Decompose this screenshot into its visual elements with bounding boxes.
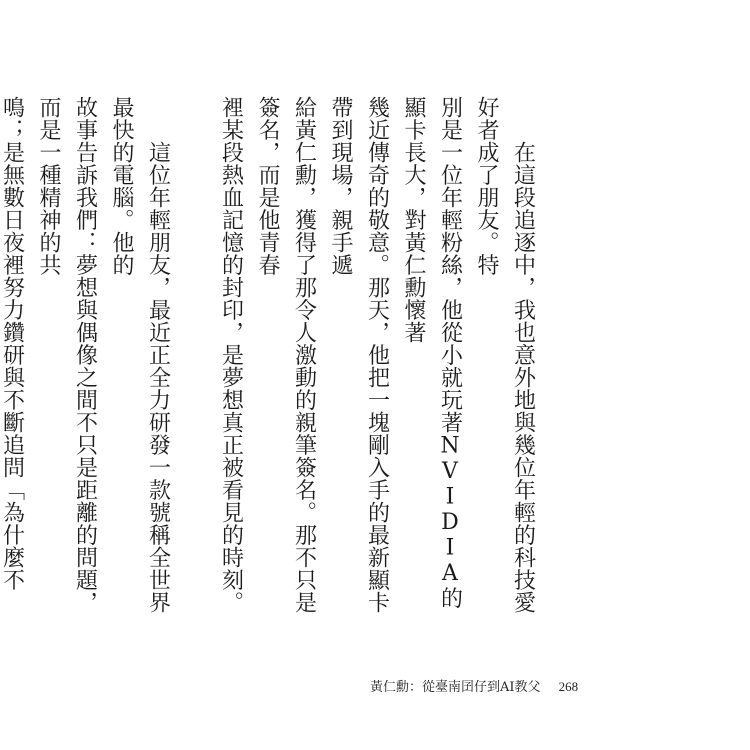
paragraph-1: 在這段追逐中，我也意外地與幾位年輕的科技愛好者成了朋友。特 別是一位年輕粉絲，他從小就玩著NVIDIA的顯卡長大，對黃仁勳懷著 幾近傳奇的敬意。那天，他把一塊剛入手的最新顯卡帶到現場，親手遞 給黃仁勳，獲得了那令人激動的親筆簽名。那不只是簽名，而是他青春 裡某段熱血記憶的封印，是夢想真正被看見的時刻。	[218, 96, 536, 614]
running-title: 黃仁勳：從臺南囝仔到AI教父	[370, 680, 541, 695]
page-footer	[370, 676, 578, 695]
page-number: 268	[558, 679, 579, 694]
paragraph-2: 這位年輕朋友，最近正全力研發一款號稱全世界最快的電腦。他的 故事告訴我們：夢想與偶像之間不只是距離的問題，而是一種精神的共 鳴；是無數日夜裡努力鑽研與不斷追問「為什麼不	[0, 96, 171, 614]
vertical-text-body	[0, 96, 577, 616]
